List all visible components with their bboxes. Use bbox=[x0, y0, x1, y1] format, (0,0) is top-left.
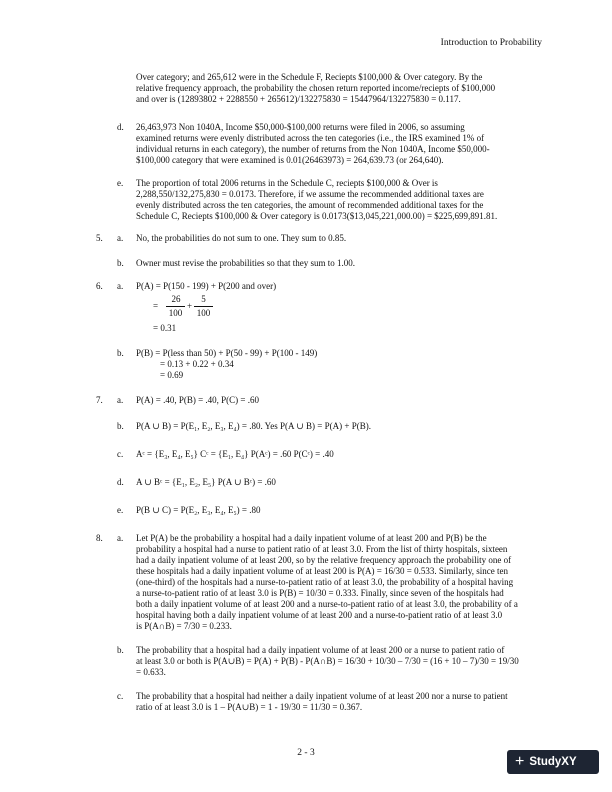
text-line: Aᶜ = {E₃, E₄, E₅} Cᶜ = {E₁, E₄} P(Aᶜ) = .60 P(Cᶜ) = .40 bbox=[136, 449, 334, 459]
text-line: individual returns in each category), the number of returns from the Non 1040A, Income $50,000- bbox=[136, 144, 490, 154]
item-label: e. bbox=[117, 178, 124, 188]
text-line: Owner must revise the probabilities so that they sum to 1.00. bbox=[136, 258, 355, 268]
text-line: Over category; and 265,612 were in the Schedule F, Reciepts $100,000 & Over category. By the bbox=[136, 72, 483, 82]
text-line: both a daily inpatient volume of at least 200 and a nurse-to-patient ratio of at least 3.0, the probability of a bbox=[136, 599, 518, 609]
text-line: Schedule C, Reciepts $100,000 & Over category is 0.0173($13,045,221,000.00) = $225,699,891.81. bbox=[136, 211, 498, 221]
page-number: 2 - 3 bbox=[297, 748, 315, 758]
text-line: $100,000 category that were examined is 0.01(26463973) = 264,639.73 (or 264,640). bbox=[136, 155, 444, 165]
item-label: c. bbox=[117, 449, 124, 459]
fraction-bar bbox=[194, 306, 213, 307]
plus-sign: + bbox=[187, 301, 193, 311]
fraction-denominator: 100 bbox=[168, 308, 183, 318]
badge-label: StudyXY bbox=[529, 756, 577, 768]
text-line: at least 3.0 or both is P(A∪B) = P(A) + P(B) - P(A∩B) = 16/30 + 10/30 – 7/30 = (16 + 10 – 7)/30 = 19/30 bbox=[136, 656, 519, 666]
item-label: a. bbox=[117, 395, 124, 405]
problem-number: 6. bbox=[96, 281, 103, 291]
text-line: The probability that a hospital had a daily inpatient volume of at least 200 or a nurse to patient ratio of bbox=[136, 645, 505, 655]
text-line: A ∪ Bᶜ = {E₁, E₂, E₅} P(A ∪ Bᶜ) = .60 bbox=[136, 477, 276, 487]
item-label: b. bbox=[117, 258, 124, 268]
running-header: Introduction to Probability bbox=[440, 38, 542, 48]
text-line: (one-third) of the hospitals had a nurse-to-patient ratio of at least 3.0, the probability of a hospital having bbox=[136, 577, 514, 587]
text-line: a nurse-to-patient ratio of at least 3.0 is P(B) = 10/30 = 0.333. Finally, since seven of the hospitals had bbox=[136, 588, 504, 598]
text-line: Let P(A) be the probability a hospital had a daily inpatient volume of at least 200 and P(B) be the bbox=[136, 533, 487, 543]
text-line: The probability that a hospital had neither a daily inpatient volume of at least 200 nor a nurse to patient bbox=[136, 691, 508, 701]
item-label: b. bbox=[117, 348, 124, 358]
text-line: = 0.31 bbox=[153, 323, 177, 333]
item-label: b. bbox=[117, 645, 124, 655]
text-line: No, the probabilities do not sum to one. They sum to 0.85. bbox=[136, 233, 347, 243]
text-line: evenly distributed across the ten categories, the amount of recommended additional taxes for the bbox=[136, 200, 484, 210]
problem-number: 8. bbox=[96, 533, 103, 543]
text-line: 26,463,973 Non 1040A, Income $50,000-$100,000 returns were filed in 2006, so assuming bbox=[136, 122, 465, 132]
text-line: probability a hospital had a nurse to patient ratio of at least 3.0. From the list of thirty hospitals, sixteen bbox=[136, 544, 508, 554]
fraction-bar bbox=[166, 306, 185, 307]
fraction-numerator: 5 bbox=[201, 294, 206, 304]
studyxy-badge[interactable] bbox=[507, 750, 599, 774]
text-line: 2,288,550/132,275,830 = 0.0173. Therefore, if we assume the recommended additional taxes are bbox=[136, 189, 484, 199]
equals-sign: = bbox=[153, 301, 159, 311]
text-line: = 0.633. bbox=[136, 667, 166, 677]
problem-number: 5. bbox=[96, 233, 103, 243]
fraction-numerator: 26 bbox=[171, 294, 181, 304]
text-line: P(A) = P(150 - 199) + P(200 and over) bbox=[136, 281, 277, 291]
text-line: had a daily inpatient volume of at least 200, so by the relative frequency approach the probability one of bbox=[136, 555, 512, 565]
text-line: P(A) = .40, P(B) = .40, P(C) = .60 bbox=[136, 395, 259, 405]
item-label: a. bbox=[117, 233, 124, 243]
text-line: relative frequency approach, the probability the chosen return reported income/reciepts of $100,000 bbox=[136, 83, 496, 93]
item-label: a. bbox=[117, 533, 124, 543]
item-label: c. bbox=[117, 691, 124, 701]
text-line: these hospitals had a daily inpatient volume of at least 200 is P(A) = 16/30 = 0.533. Similarly, since ten bbox=[136, 566, 509, 576]
text-line: ratio of at least 3.0 is 1 – P(A∪B) = 1 - 19/30 = 11/30 = 0.367. bbox=[136, 702, 363, 712]
text-line: = 0.69 bbox=[160, 370, 184, 380]
item-label: a. bbox=[117, 281, 124, 291]
item-label: d. bbox=[117, 477, 124, 487]
text-line: and over is (12893802 + 2288550 + 265612)/132275830 = 15447964/132275830 = 0.117. bbox=[136, 94, 461, 104]
plus-icon: + bbox=[515, 753, 525, 770]
text-line: examined returns were evenly distributed across the ten categories (i.e., the IRS examined 1% of bbox=[136, 133, 485, 143]
item-label: d. bbox=[117, 122, 124, 132]
item-label: b. bbox=[117, 421, 124, 431]
text-line: The proportion of total 2006 returns in the Schedule C, reciepts $100,000 & Over is bbox=[136, 178, 438, 188]
fraction-denominator: 100 bbox=[196, 308, 211, 318]
text-line: = 0.13 + 0.22 + 0.34 bbox=[160, 359, 234, 369]
problem-number: 7. bbox=[96, 395, 103, 405]
text-line: P(A ∪ B) = P(E₁, E₂, E₃, E₄) = .80. Yes P(A ∪ B) = P(A) + P(B). bbox=[136, 421, 371, 431]
text-line: P(B ∪ C) = P(E₂, E₃, E₄, E₅) = .80 bbox=[136, 505, 261, 515]
item-label: e. bbox=[117, 505, 124, 515]
text-line: hospital having both a daily inpatient volume of at least 200 and a nurse-to-patient ratio of at least 3.0 bbox=[136, 610, 503, 620]
text-line: is P(A∩B) = 7/30 = 0.233. bbox=[136, 621, 232, 631]
text-line: P(B) = P(less than 50) + P(50 - 99) + P(100 - 149) bbox=[136, 348, 318, 358]
